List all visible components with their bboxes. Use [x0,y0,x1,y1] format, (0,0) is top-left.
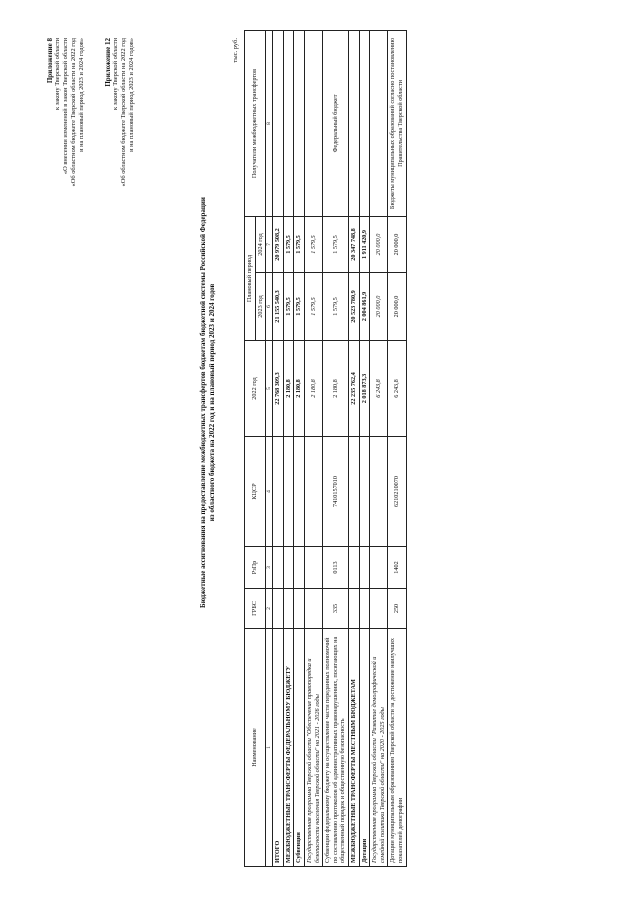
table-row [359,30,370,866]
table-row [370,30,388,866]
row-value-2022: 2 180,8 [283,341,294,437]
row-rzpr [294,547,305,589]
row-kcsr [348,437,359,547]
table-row [283,30,294,866]
row-kcsr [273,437,284,547]
row-recipient [294,30,305,216]
row-grbs [294,589,305,629]
row-value-2024: 20 000,0 [370,216,388,272]
row-value-2023: 1 579,5 [294,273,305,341]
row-name: Дотации муниципальным образованиям Тверской области за достижение наилучших показателей демографии [388,629,406,867]
table-row [348,30,359,866]
header-kcsr: КЦСР [245,437,266,547]
table-row [304,30,322,866]
row-kcsr: 7410157010 [323,437,349,547]
row-value-2022: 22 768 309,3 [273,341,284,437]
row-grbs [348,589,359,629]
row-recipient: Бюджеты муниципальных образований согласно постановлению Правительства Тверской области [388,30,406,216]
row-kcsr [370,437,388,547]
row-value-2024: 1 579,5 [283,216,294,272]
column-index: 1 [266,629,273,867]
row-kcsr: 6210210070 [388,437,406,547]
row-recipient [370,30,388,216]
appendix-12-title: Приложение 12 [104,38,112,87]
table-row [294,30,305,866]
header-rzpr: РзПр [245,547,266,589]
row-recipient [359,30,370,216]
appendix-12-line: к закону Тверской области [112,38,119,111]
row-name: Субвенции федеральному бюджету на осуществление части переданных полномочий по составлению протоколов об административных правонарушениях, посягающих на общественный порядок и общественную безопасность [323,629,349,867]
row-value-2023: 1 579,5 [304,273,322,341]
appendix-8-block [46,38,86,186]
appendix-8-line: «Об областном бюджете Тверской области на 2022 год [70,38,77,187]
row-value-2024: 20 347 748,8 [348,216,359,272]
row-value-2023: 2 004 861,9 [359,273,370,341]
appendix-12-block [104,38,136,186]
row-value-2022: 2 018 873,3 [359,341,370,437]
header-2022: 2022 год [245,341,266,437]
row-grbs [283,589,294,629]
table-row [323,30,349,866]
row-value-2023: 1 579,5 [283,273,294,341]
row-value-2023: 1 579,5 [323,273,349,341]
row-grbs: 250 [388,589,406,629]
row-value-2023: 20 000,0 [370,273,388,341]
appendix-8-line: «О внесении изменений в закон Тверской области [62,38,69,175]
row-name: Дотации [359,629,370,867]
row-grbs [304,589,322,629]
row-grbs [359,589,370,629]
document-title [199,0,217,805]
row-recipient [348,30,359,216]
column-index: 8 [266,30,273,216]
row-value-2023: 20 523 780,9 [348,273,359,341]
row-rzpr [304,547,322,589]
transfers-table [244,30,407,867]
appendix-8-line: к закону Тверской области [54,38,61,111]
row-rzpr [348,547,359,589]
row-recipient: Федеральный бюджет [323,30,349,216]
header-grbs: ГРБС [245,589,266,629]
row-rzpr [283,547,294,589]
appendix-8-title: Приложение 8 [46,38,54,84]
document-title-line-2: из областного бюджета на 2022 год и на плановый период 2023 и 2024 годов [208,283,216,522]
row-value-2024: 20 979 508,2 [273,216,284,272]
column-index: 5 [266,341,273,437]
row-grbs [273,589,284,629]
table-row [388,30,406,866]
header-2023: 2023 год [255,273,266,341]
row-value-2023: 21 155 540,3 [273,273,284,341]
header-2024: 2024 год [255,216,266,272]
row-kcsr [294,437,305,547]
header-recipient: Получатели межбюджетных трансфертов [245,30,266,216]
row-recipient [283,30,294,216]
row-recipient [304,30,322,216]
row-kcsr [359,437,370,547]
row-value-2024: 1 911 420,9 [359,216,370,272]
row-kcsr [304,437,322,547]
appendix-12-line: «Об областном бюджете Тверской области на 2022 год [120,38,127,187]
row-value-2024: 1 579,5 [304,216,322,272]
column-index: 7 [266,216,273,272]
row-name: Государственная программа Тверской области "Обеспечение правопорядка и безопасности населения Тверской области" на 2021 - 2026 годы [304,629,322,867]
row-grbs [370,589,388,629]
row-value-2022: 6 243,8 [388,341,406,437]
column-index: 3 [266,547,273,589]
row-value-2022: 2 180,8 [323,341,349,437]
appendix-8-line: и на плановый период 2023 и 2024 годов» [78,38,85,152]
row-value-2022: 2 180,8 [294,341,305,437]
row-kcsr [283,437,294,547]
row-name: МЕЖБЮДЖЕТНЫЕ ТРАНСФЕРТЫ МЕСТНЫМ БЮДЖЕТАМ [348,629,359,867]
row-name: Государственная программа Тверской области "Развитие демографической и семейной политики Тверской области" на 2020 - 2025 годы [370,629,388,867]
units-label: тыс. руб. [232,38,239,63]
row-name: МЕЖБЮДЖЕТНЫЕ ТРАНСФЕРТЫ ФЕДЕРАЛЬНОМУ БЮДЖЕТУ [283,629,294,867]
row-recipient [273,30,284,216]
row-rzpr: 1402 [388,547,406,589]
row-value-2022: 6 243,8 [370,341,388,437]
row-name: ИТОГО [273,629,284,867]
row-value-2022: 2 180,8 [304,341,322,437]
row-value-2024: 1 579,5 [323,216,349,272]
row-value-2024: 1 579,5 [294,216,305,272]
column-index: 4 [266,437,273,547]
appendix-12-line: и на плановый период 2023 и 2024 годов» [128,38,135,152]
table-row-total [273,30,284,866]
column-index: 6 [266,273,273,341]
row-rzpr [370,547,388,589]
row-value-2023: 20 000,0 [388,273,406,341]
row-name: Субвенции [294,629,305,867]
header-name: Наименование [245,629,266,867]
document-title-line-1: Бюджетные ассигнования на предоставление межбюджетных трансфертов бюджетам бюджетной системы Российской Федерации [199,197,207,608]
row-grbs: 335 [323,589,349,629]
row-rzpr [273,547,284,589]
row-value-2022: 22 235 762,4 [348,341,359,437]
column-index: 2 [266,589,273,629]
row-value-2024: 20 000,0 [388,216,406,272]
header-plan-period: Плановый период [245,216,256,340]
row-rzpr: 0113 [323,547,349,589]
row-rzpr [359,547,370,589]
